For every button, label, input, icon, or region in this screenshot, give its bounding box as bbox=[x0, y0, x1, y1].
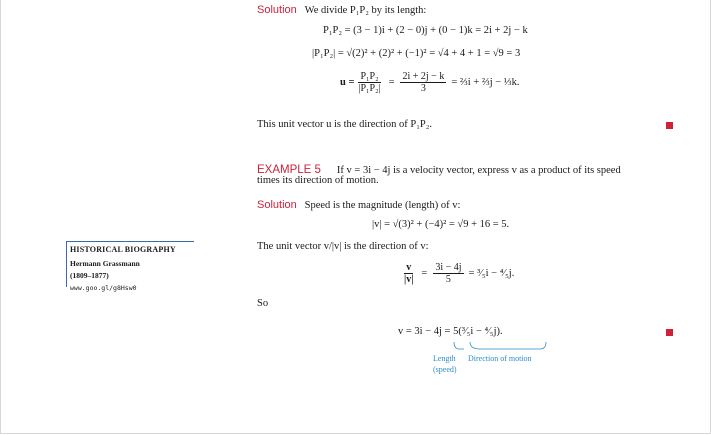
eq3-f1-den: |P₁P₂| bbox=[358, 83, 381, 94]
unit-f2 bbox=[433, 262, 463, 285]
equation-unit-vector bbox=[340, 71, 520, 94]
solution-heading: Solution bbox=[257, 4, 297, 16]
equation-length: |P₁P₂| = √(2)² + (2)² + (−1)² = √4 + 4 + 1 = √9 = 3 bbox=[312, 48, 521, 59]
length-bracket bbox=[454, 342, 464, 349]
annotation-brackets bbox=[430, 340, 550, 354]
solution-1-conclusion: This unit vector u is the direction of P₁P₂. bbox=[257, 119, 433, 130]
solution-2-heading: Solution bbox=[257, 199, 297, 211]
equation-speed: |v| = √(3)² + (−4)² = √9 + 16 = 5. bbox=[372, 219, 510, 230]
label-speed: (speed) bbox=[433, 365, 457, 374]
solution-2-line bbox=[257, 199, 460, 211]
eq3-rhs: = ⅔i + ⅔j − ⅓k. bbox=[451, 77, 520, 88]
end-of-example-marker bbox=[666, 329, 673, 336]
eq3-f1-num: P₁P₂ bbox=[360, 71, 379, 82]
unit-vector-text: The unit vector v/|v| is the direction of v: bbox=[257, 241, 429, 252]
so-text: So bbox=[257, 298, 269, 309]
unit-f1-den: |v| bbox=[404, 274, 414, 285]
equation-p1p2: P₁P₂ = (3 − 1)i + (2 − 0)j + (0 − 1)k = 2i + 2j − k bbox=[323, 25, 528, 36]
example-5-line-2: times its direction of motion. bbox=[257, 175, 379, 186]
unit-equals: = bbox=[421, 268, 428, 279]
direction-bracket bbox=[470, 342, 546, 349]
sidebar-top-rule bbox=[66, 241, 194, 242]
solution-intro: We divide P₁P₂ by its length: bbox=[304, 5, 427, 16]
sidebar-title: HISTORICAL BIOGRAPHY bbox=[70, 245, 176, 254]
unit-f1 bbox=[402, 262, 415, 285]
unit-f2-num: 3i − 4j bbox=[435, 262, 462, 273]
sidebar-name: Hermann Grassmann bbox=[70, 259, 140, 268]
example-text-1: If v = 3i − 4j is a velocity vector, express v as a product of its speed bbox=[336, 165, 621, 176]
equation-final: v = 3i − 4j = 5(³⁄₅i − ⁴⁄₅j). bbox=[398, 326, 503, 337]
sidebar-years: (1809–1877) bbox=[70, 271, 109, 280]
solution-2-intro: Speed is the magnitude (length) of v: bbox=[304, 200, 461, 211]
eq3-f2-num: 2i + 2j − k bbox=[402, 71, 445, 82]
eq3-fraction-1 bbox=[356, 71, 382, 94]
sidebar-link[interactable]: www.goo.gl/g8Hsw0 bbox=[70, 284, 137, 292]
eq3-f2-den: 3 bbox=[420, 83, 426, 94]
solution-1-line bbox=[257, 4, 426, 16]
unit-f2-den: 5 bbox=[445, 274, 451, 285]
end-of-solution-marker bbox=[666, 122, 673, 129]
example-heading: EXAMPLE 5 bbox=[257, 164, 321, 176]
eq3-equals: = bbox=[388, 77, 395, 88]
label-direction: Direction of motion bbox=[468, 354, 532, 363]
unit-f1-num: v bbox=[406, 262, 412, 273]
unit-rhs: = ³⁄₅i − ⁴⁄₅j. bbox=[468, 268, 515, 279]
eq3-fraction-2 bbox=[400, 71, 446, 94]
eq3-lhs: u = bbox=[340, 77, 355, 88]
sidebar-left-rule bbox=[66, 241, 67, 287]
label-length: Length bbox=[433, 354, 456, 363]
equation-unit-direction bbox=[400, 262, 514, 285]
